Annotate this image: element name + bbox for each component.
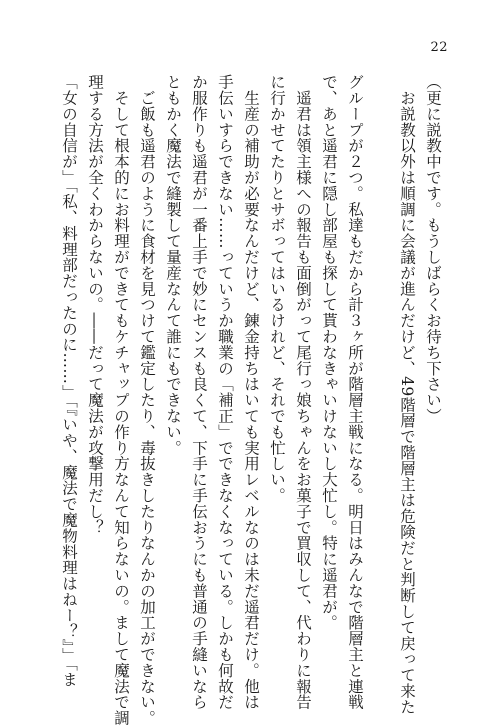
text-line: 「女の自信が」「私、料理部だったのに……」「『いや、魔法で魔物料理はねー？』」「ま (60, 74, 78, 688)
text-line: ご飯も遥君のように食材を見つけて鑑定したり、毒抜きしたりなんかの加工ができない。 (138, 74, 156, 726)
text-line: 遥君は領主様への報告も面倒がって尾行っ娘ちゃんをお菓子で買収して、代わりに報告 (294, 74, 312, 710)
page-number: 22 (430, 40, 448, 55)
text-line: お説教以外は順調に会議が進んだけど、49階層で階層主は危険だと判断して戻って来た (398, 74, 416, 715)
text-line: 手伝いすらできない……っていうか職業の「補正」でできなくなっている。しかも何故だ (216, 74, 234, 710)
text-line: か服作りも遥君が一番上手で妙にセンスも良くて、下手に手伝おうにも普通の手縫いなら (190, 74, 208, 710)
text-line: そして根本的にお料理ができてもケチャップの作り方なんて知らないの。まして魔法で調 (112, 74, 130, 726)
text-line: で、あと遥君に隠し部屋も探して貰わなきゃいけないし大忙し。特に遥君が。 (320, 74, 338, 631)
body-text (56, 74, 446, 726)
text-line: （更に説教中です。もうしばらくお待ち下さい） (424, 74, 442, 424)
text-line: に行かせてたりとサボってはいるけれど、それでも忙しい。 (268, 74, 286, 504)
text-line: グループが２つ。私達もだから計３ヶ所が階層主戦になる。明日はみんなで階層主と連戦 (346, 74, 364, 710)
text-line: 理する方法が全くわからないの。――だって魔法が攻撃用だし？ (86, 74, 104, 536)
text-line: ともかく魔法で縫製して量産なんて誰にもできない。 (164, 74, 182, 456)
text-line: 生産の補助が必要なんだけど、錬金持ちはいても実用レベルなのは未だ遥君だけ。他は (242, 74, 260, 710)
